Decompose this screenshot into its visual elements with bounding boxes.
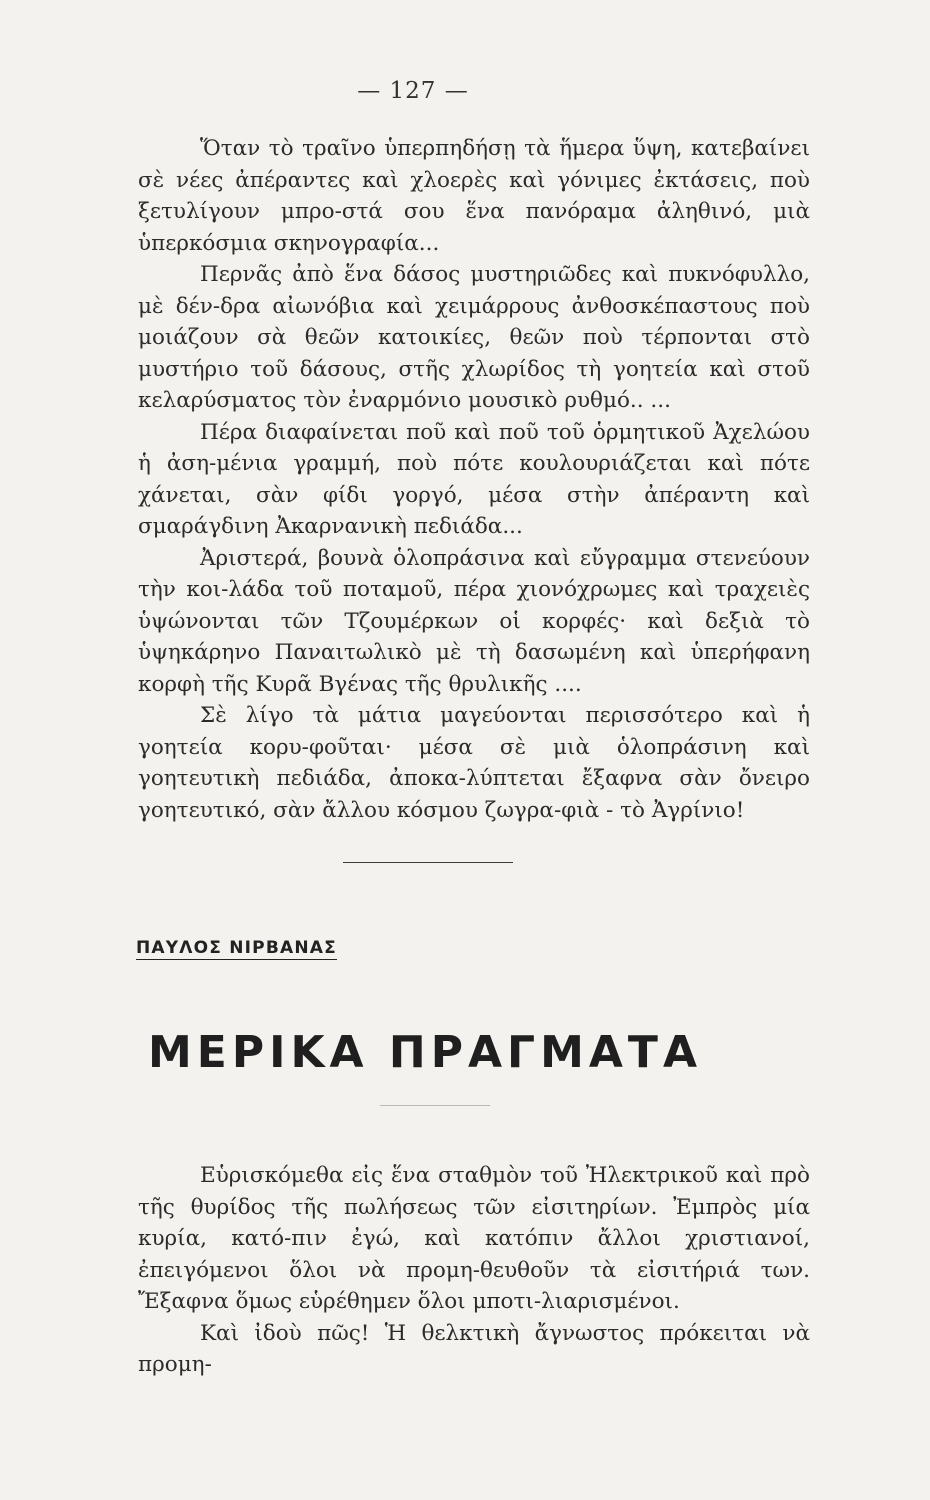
article-title: ΜΕΡΙΚΑ ΠΡΑΓΜΑΤΑ [148, 1027, 702, 1078]
title-underline [380, 1105, 490, 1106]
paragraph: Εὑρισκόμεθα εἰς ἕνα σταθμὸν τοῦ Ἠλεκτρικοῦ καὶ πρὸ τῆς θυρίδος τῆς πωλήσεως τῶν εἰσιτηρίων. Ἐμπρὸς μία κυρία, κατό-πιν ἐγώ, καὶ κατόπιν ἄλλοι χριστιανοί, ἐπειγόμενοι ὅλοι νὰ προμη-θευθοῦν τὰ εἰσιτήριά των. Ἔξαφνα ὅμως εὑρέθημεν ὅλοι μποτι-λιαρισμένοι. [138, 1163, 810, 1314]
paragraph: Ἀριστερά, βουνὰ ὁλοπράσινα καὶ εὔγραμμα στενεύουν τὴν κοι-λάδα τοῦ ποταμοῦ, πέρα χιονόχρωμες καὶ τραχειὲς ὑψώνονται τῶν Τζουμέρκων οἱ κορφές· καὶ δεξιὰ τὸ ὑψηκάρηνο Παναιτωλικὸ μὲ τὴ δασωμένη καὶ ὑπερήφανη κορφὴ τῆς Κυρᾶ Βγένας τῆς θρυλικῆς .... [138, 545, 810, 697]
author-name: ΠΑΥΛΟΣ ΝΙΡΒΑΝΑΣ [136, 938, 337, 958]
page-number: — 127 — [357, 78, 469, 104]
paragraph: Πέρα διαφαίνεται ποῦ καὶ ποῦ τοῦ ὁρμητικοῦ Ἀχελώου ἡ ἀση-μένια γραμμή, ποὺ πότε κουλουριάζεται καὶ πότε χάνεται, σὰν φίδι γοργό, μέσα στὴν ἀπέραντη καὶ σμαράγδινη Ἀκαρνανικὴ πεδιάδα... [138, 419, 810, 539]
paragraph: Περνᾶς ἀπὸ ἕνα δάσος μυστηριῶδες καὶ πυκνόφυλλο, μὲ δέν-δρα αἰωνόβια καὶ χειμάρρους ἀνθοσκέπαστους ποὺ μοιάζουν σὰ θεῶν κατοικίες, θεῶν ποὺ τέρπονται στὸ μυστήριο τοῦ δάσους, στῆς χλωρίδος τὴ γοητεία καὶ στοῦ κελαρύσματος τὸν ἐναρμόνιο μουσικὸ ρυθμό.. ... [138, 262, 810, 413]
paragraph: Σὲ λίγο τὰ μάτια μαγεύονται περισσότερο καὶ ἡ γοητεία κορυ-φοῦται· μέσα σὲ μιὰ ὁλοπράσινη καὶ γοητευτικὴ πεδιάδα, ἀποκα-λύπτεται ἔξαφνα σὰν ὄνειρο γοητευτικό, σὰν ἄλλου κόσμου ζωγρα-φιὰ - τὸ Ἀγρίνιο! [138, 703, 810, 823]
second-article-body [138, 1160, 810, 1381]
article-body [138, 133, 810, 826]
paragraph: Καὶ ἰδοὺ πῶς! Ἡ θελκτικὴ ἄγνωστος πρόκειται νὰ προμη- [138, 1320, 810, 1377]
paragraph: Ὅταν τὸ τραῖνο ὑπερπηδήσῃ τὰ ἥμερα ὕψη, κατεβαίνει σὲ νέες ἀπέραντες καὶ χλοερὲς καὶ γόνιμες ἐκτάσεις, ποὺ ξετυλίγουν μπρο-στά σου ἕνα πανόραμα ἀληθινό, μιὰ ὑπερκόσμια σκηνογραφία... [138, 136, 810, 256]
section-divider [343, 862, 513, 863]
